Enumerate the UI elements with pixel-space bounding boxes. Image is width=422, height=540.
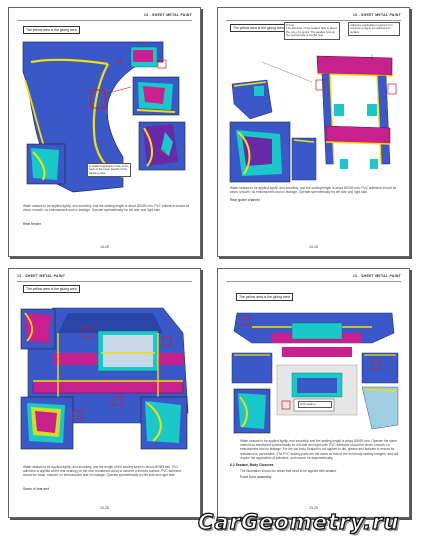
front-body-illustration (222, 303, 407, 443)
subheading: Front Door assembly (240, 475, 272, 479)
header-title: 13 - SHEET METAL PAINT (17, 274, 66, 278)
subheading: Rear gutter channel (230, 198, 260, 202)
section-text: The illustration shows the areas that need to be applied with sealant. (240, 469, 337, 473)
manual-page-1 (8, 7, 201, 257)
callout-note: PVC sealing (298, 401, 332, 408)
page-number: 13-25 (100, 245, 109, 249)
note-left: P hole The diameter of the sealant hole is about the size of a pencil. The sealant hole at the vertical side is the B4 hole. (284, 22, 340, 40)
header-title: 13 - SHEET METAL PAINT (352, 274, 401, 278)
header-title: 13 - SHEET METAL PAINT (352, 13, 401, 17)
rear-fender-illustration (13, 32, 193, 207)
body-text: Water sealant to be applied tightly, and smoothly, and the sealing length is about Ø2/Ø3 mm. Operate the same method as mentioned symmetrically for left side and right side. PVC adhesive should be clean, smooth, no embossment and no leakage. For the car body Sealant is not applied to dirt, grease and bubbles to ensure its resistance to penetration. The PVC sealing parts are the same as that of the front body sealing hangers, and will require the application of adhesive, and cannot be asymmetrically. (240, 439, 399, 460)
subheading: Rear fender (23, 222, 41, 226)
page-header (226, 273, 401, 282)
page-header (17, 273, 192, 282)
figure-caption: The yellow area is the gluing area (230, 24, 287, 32)
rear-gutter-illustration (222, 44, 407, 204)
manual-page-2 (217, 7, 410, 257)
subheading: Seam of rear end (23, 487, 50, 491)
manual-page-4 (217, 268, 410, 518)
page-number: 13-28 (100, 506, 109, 510)
page-header (226, 12, 401, 21)
logo-text: CarGeometry.ru (198, 510, 400, 534)
body-text: Water sealant to be applied tightly, and smoothly, and the sealing length is about Ø2/Ø3 mm. PVC adhesive should be clean, smooth, no embossment and no leakage. Operate symmetrically for left side and right side. (23, 204, 190, 213)
body-text: Water sealant to be applied tightly, and smoothly, and the sealing length is about Ø2/Ø3 mm. PVC adhesive should be clean, smooth, no embossment and no leakage. Operate symmetrically for left side and right side. (230, 186, 397, 195)
figure-caption: The yellow area is the gluing area (23, 26, 80, 34)
page-number: 13-29 (309, 506, 318, 510)
figure-caption: The yellow area is the gluing area (23, 285, 80, 293)
rear-end-illustration (13, 293, 198, 463)
note-right: Adhesive application required: It is required to apply the adhesive to surface (348, 22, 400, 36)
figure-caption: The yellow area is the gluing area (236, 293, 293, 301)
page-header (17, 12, 192, 21)
section-heading: 6.2 Sealant, Body Closures (230, 463, 274, 467)
body-text: Water sealant to be applied tightly, and smoothly, and the length of the sealing seam is about Ø2/Ø3 mm. PVC adhesive is applied at the rear sealing (on the rear crossbeam area) to achieve a smooth surface. PVC adhesive should be clean, smooth, no embossment and no leakage. Operate symmetrically for left side and right side. (23, 465, 182, 478)
cargeometry-logo (198, 508, 416, 536)
manual-page-3 (8, 268, 201, 518)
header-title: 13 - SHEET METAL PAINT (143, 13, 192, 17)
page-number: 13-26 (309, 245, 318, 249)
callout-note: A sealant application hole at the back of the lower boards in the backing plate (87, 163, 131, 177)
